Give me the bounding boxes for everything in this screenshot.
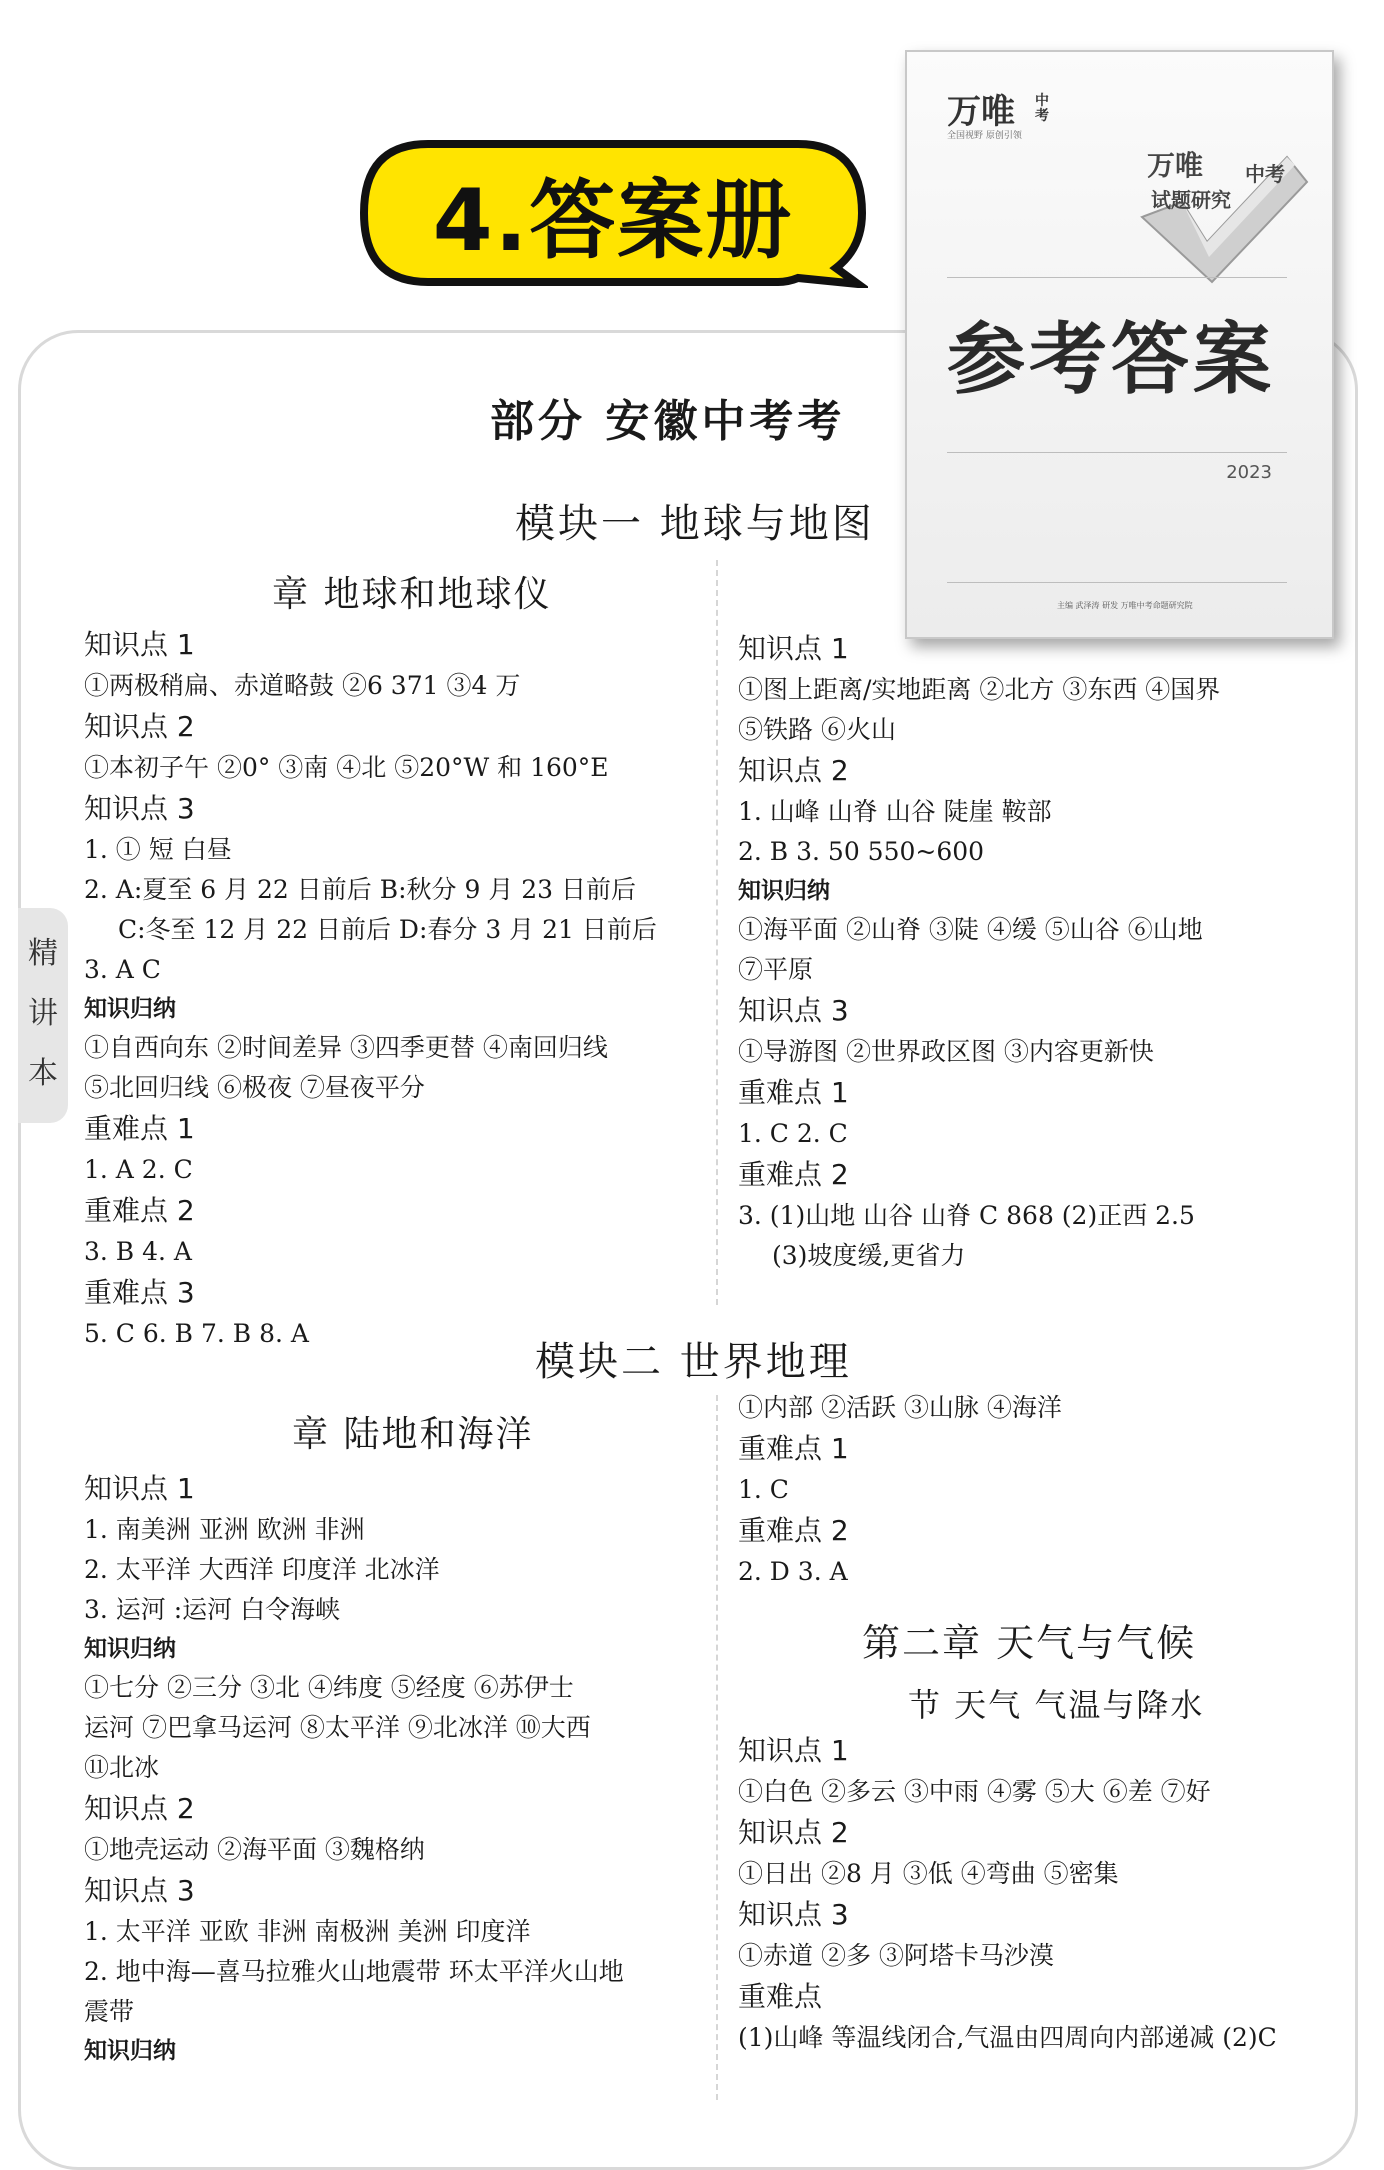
- section-heading: 重难点 2: [738, 1514, 849, 1547]
- section-heading: 知识点 1: [84, 628, 195, 661]
- answer-line: 1. 南美洲 亚洲 欧洲 非洲: [84, 1515, 365, 1544]
- section-heading: 重难点 1: [738, 1432, 849, 1465]
- cover-rule: [947, 582, 1287, 583]
- answer-line: ①七分 ②三分 ③北 ④纬度 ⑤经度 ⑥苏伊士: [84, 1673, 574, 1702]
- cover-brand-small: 中考: [1245, 162, 1285, 186]
- banner-title: 4.答案册: [432, 171, 794, 271]
- answer-line: ①图上距离/实地距离 ②北方 ③东西 ④国界: [738, 675, 1221, 704]
- answer-line: ⑤铁路 ⑥火山: [738, 715, 896, 744]
- answer-line: (1)山峰 等温线闭合,气温由四周向内部递减 (2)C: [738, 2023, 1277, 2052]
- answer-line: 3. (1)山地 山谷 山脊 C 868 (2)正西 2.5: [738, 1201, 1195, 1230]
- answer-line: 震带: [84, 1997, 135, 2026]
- module1-left-column: [84, 624, 714, 1354]
- answer-line: 3. B 4. A: [84, 1237, 192, 1266]
- answer-line: 5. C 6. B 7. B 8. A: [84, 1319, 309, 1348]
- module-title: 模块二 世界地理: [535, 1339, 852, 1385]
- module2-right-column-bottom: [738, 1730, 1348, 2058]
- cover-logo-sup: 中考: [1035, 93, 1049, 124]
- cover-brand: 万唯: [1147, 149, 1204, 182]
- answer-line: ⑤北回归线 ⑥极夜 ⑦昼夜平分: [84, 1073, 425, 1102]
- chapter-title: 章 陆地和海洋: [292, 1414, 534, 1455]
- answer-line: ①两极稍扁、赤道略鼓 ②6 371 ③4 万: [84, 671, 521, 700]
- section-heading: 知识点 2: [738, 1816, 849, 1849]
- column-divider: [716, 560, 718, 1305]
- cover-credits: 主编 武泽涛 研发 万唯中考命题研究院: [1057, 601, 1193, 610]
- side-tab-char: 讲: [28, 996, 58, 1031]
- answer-line: ①海平面 ②山脊 ③陡 ④缓 ⑤山谷 ⑥山地: [738, 915, 1203, 944]
- chapter-title: 第二章 天气与气候: [862, 1621, 1197, 1665]
- answer-line: 1. C: [738, 1475, 789, 1504]
- cover-year: 2023: [1226, 462, 1272, 483]
- section-heading: 重难点 3: [84, 1276, 195, 1309]
- answer-line: 1. C 2. C: [738, 1119, 848, 1148]
- answer-line: 3. A C: [84, 955, 161, 984]
- cover-title: 参考答案: [947, 315, 1276, 405]
- answer-line: 1. 山峰 山脊 山谷 陡崖 鞍部: [738, 797, 1052, 826]
- chapter-title: 章 地球和地球仪: [272, 574, 552, 615]
- module2-right-column-top: [738, 1388, 1338, 1592]
- section-heading: 知识点 3: [84, 792, 195, 825]
- section-heading: 知识点 1: [84, 1472, 195, 1505]
- module1-right-column: [738, 628, 1338, 1276]
- section-heading: 重难点: [738, 1980, 823, 2013]
- book-cover: [905, 50, 1334, 639]
- answer-line: (3)坡度缓,更省力: [772, 1241, 966, 1270]
- answer-line: ①自西向东 ②时间差异 ③四季更替 ④南回归线: [84, 1033, 608, 1062]
- side-tab-char: 精: [28, 936, 58, 971]
- section-title: 节 天气 气温与降水: [908, 1686, 1205, 1724]
- answer-line: 2. D 3. A: [738, 1557, 848, 1586]
- side-tab: [18, 908, 68, 1123]
- section-heading: 重难点 2: [738, 1158, 849, 1191]
- answer-line: ①赤道 ②多 ③阿塔卡马沙漠: [738, 1941, 1054, 1970]
- summary-heading: 知识归纳: [84, 1636, 176, 1662]
- answer-line: 3. 运河 :运河 白令海峡: [84, 1595, 341, 1624]
- section-heading: 知识点 3: [738, 994, 849, 1027]
- answer-line: ⑦平原: [738, 955, 814, 984]
- summary-heading: 知识归纳: [84, 996, 176, 1022]
- answer-line: ①日出 ②8 月 ③低 ④弯曲 ⑤密集: [738, 1859, 1119, 1888]
- answer-line: 2. 太平洋 大西洋 印度洋 北冰洋: [84, 1555, 440, 1584]
- summary-heading: 知识归纳: [738, 878, 830, 904]
- part-title: 部分 安徽中考考: [490, 396, 846, 447]
- answer-line: C:冬至 12 月 22 日前后 D:春分 3 月 21 日前后: [118, 915, 657, 944]
- module2-left-column: [84, 1468, 714, 2070]
- side-tab-char: 本: [28, 1056, 58, 1091]
- cover-rule: [947, 452, 1287, 453]
- answer-line: ①地壳运动 ②海平面 ③魏格纳: [84, 1835, 425, 1864]
- section-heading: 重难点 1: [84, 1112, 195, 1145]
- module-title: 模块一 地球与地图: [515, 501, 875, 547]
- answer-line: ①本初子午 ②0° ③南 ④北 ⑤20°W 和 160°E: [84, 753, 609, 782]
- section-heading: 知识点 3: [84, 1874, 195, 1907]
- section-heading: 重难点 2: [84, 1194, 195, 1227]
- section-heading: 知识点 3: [738, 1898, 849, 1931]
- cover-logo-sub: 全国视野 原创引领: [947, 131, 1022, 141]
- answer-line: 运河 ⑦巴拿马运河 ⑧太平洋 ⑨北冰洋 ⑩大西: [84, 1713, 591, 1742]
- answer-line: 2. A:夏至 6 月 22 日前后 B:秋分 9 月 23 日前后: [84, 875, 637, 904]
- cover-brand-sub: 试题研究: [1151, 188, 1231, 212]
- summary-heading: 知识归纳: [84, 2038, 176, 2064]
- section-heading: 重难点 1: [738, 1076, 849, 1109]
- answer-line: ①内部 ②活跃 ③山脉 ④海洋: [738, 1393, 1062, 1422]
- answer-line: 2. 地中海—喜马拉雅火山地震带 环太平洋火山地: [84, 1957, 624, 1986]
- answer-line: 1. 太平洋 亚欧 非洲 南极洲 美洲 印度洋: [84, 1917, 531, 1946]
- section-heading: 知识点 2: [84, 710, 195, 743]
- section-heading: 知识点 2: [738, 754, 849, 787]
- section-heading: 知识点 1: [738, 1734, 849, 1767]
- answer-line: 2. B 3. 50 550~600: [738, 837, 985, 866]
- answer-line: ⑪北冰: [84, 1753, 160, 1782]
- answer-line: ①导游图 ②世界政区图 ③内容更新快: [738, 1037, 1154, 1066]
- cover-rule: [947, 277, 1287, 278]
- answer-line: ①白色 ②多云 ③中雨 ④雾 ⑤大 ⑥差 ⑦好: [738, 1777, 1211, 1806]
- section-heading: 知识点 2: [84, 1792, 195, 1825]
- section-heading: 知识点 1: [738, 632, 849, 665]
- answer-line: 1. ① 短 白昼: [84, 835, 232, 864]
- answer-line: 1. A 2. C: [84, 1155, 193, 1184]
- cover-logo: 万唯: [947, 92, 1015, 132]
- column-divider: [716, 1395, 718, 2100]
